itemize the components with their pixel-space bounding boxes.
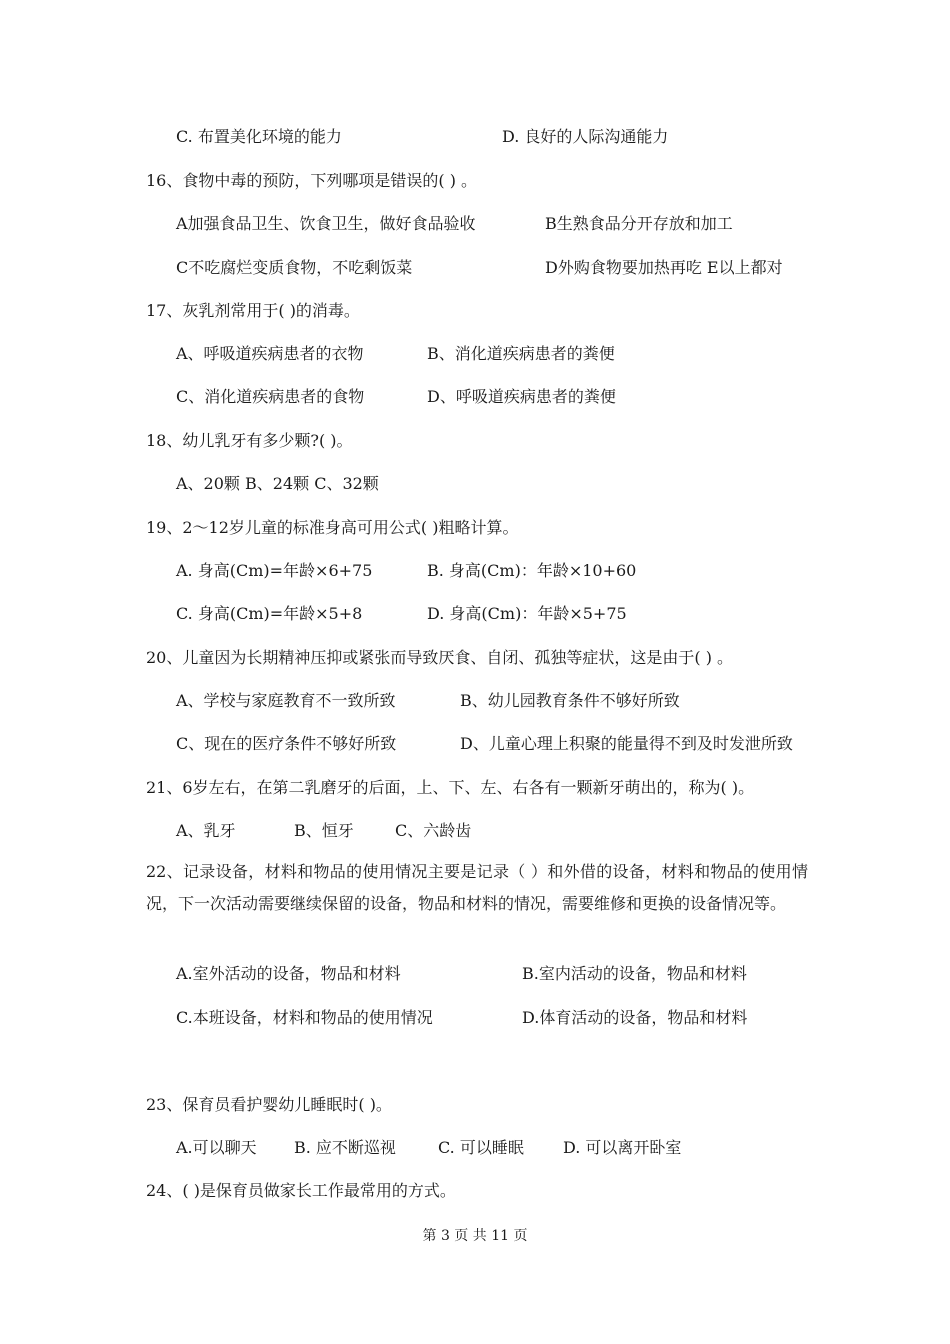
- q22-option-b: B.室内活动的设备，物品和材料: [522, 964, 747, 983]
- q23-option-b: B. 应不断巡视: [294, 1138, 396, 1157]
- q23-option-a: A.可以聊天: [176, 1138, 257, 1157]
- q22-option-c: C.本班设备，材料和物品的使用情况: [176, 1008, 433, 1027]
- q17-option-b: B、消化道疾病患者的粪便: [427, 344, 615, 363]
- q17-stem: 17、灰乳剂常用于( )的消毒。: [146, 301, 360, 320]
- q23-option-d: D. 可以离开卧室: [563, 1138, 682, 1157]
- q23-stem: 23、保育员看护婴幼儿睡眠时( )。: [146, 1095, 392, 1114]
- q16-stem: 16、食物中毒的预防，下列哪项是错误的( ) 。: [146, 171, 478, 190]
- q15-option-c: C. 布置美化环境的能力: [176, 127, 342, 146]
- q20-stem: 20、儿童因为长期精神压抑或紧张而导致厌食、自闭、孤独等症状，这是由于( ) 。: [146, 648, 734, 667]
- q23-option-c: C. 可以睡眠: [438, 1138, 524, 1157]
- q20-option-c: C、现在的医疗条件不够好所致: [176, 734, 397, 753]
- q21-stem: 21、6岁左右，在第二乳磨牙的后面，上、下、左、右各有一颗新牙萌出的，称为( )。: [146, 778, 755, 797]
- q22-option-a: A.室外活动的设备，物品和材料: [176, 964, 401, 983]
- q15-option-d: D. 良好的人际沟通能力: [502, 127, 669, 146]
- q20-option-a: A、学校与家庭教育不一致所致: [176, 691, 396, 710]
- q20-option-d: D、儿童心理上积聚的能量得不到及时发泄所致: [460, 734, 793, 753]
- q19-option-c: C. 身高(Cm)=年龄×5+8: [176, 604, 363, 623]
- q17-option-a: A、呼吸道疾病患者的衣物: [176, 344, 364, 363]
- q20-option-b: B、幼儿园教育条件不够好所致: [460, 691, 680, 710]
- q16-option-d: D外购食物要加热再吃 E以上都对: [545, 258, 783, 277]
- q17-option-c: C、消化道疾病患者的食物: [176, 387, 365, 406]
- q19-option-a: A. 身高(Cm)=年龄×6+75: [176, 561, 373, 580]
- q18-options: A、20颗 B、24颗 C、32颗: [176, 474, 379, 493]
- q24-stem: 24、( )是保育员做家长工作最常用的方式。: [146, 1181, 456, 1200]
- q18-stem: 18、幼儿乳牙有多少颗?( )。: [146, 431, 353, 450]
- q22-stem: 22、记录设备，材料和物品的使用情况主要是记录（ ）和外借的设备，材料和物品的使用情况，下一次活动需要继续保留的设备，物品和材料的情况，需要维修和更换的设备情况等。: [146, 862, 808, 913]
- q16-option-a: A加强食品卫生、饮食卫生，做好食品验收: [176, 214, 476, 233]
- q19-option-b: B. 身高(Cm)：年龄×10+60: [427, 561, 637, 580]
- q21-option-a: A、乳牙: [176, 821, 236, 840]
- q22-option-d: D.体育活动的设备，物品和材料: [522, 1008, 748, 1027]
- q21-option-c: C、六龄齿: [395, 821, 472, 840]
- q16-option-c: C不吃腐烂变质食物，不吃剩饭菜: [176, 258, 413, 277]
- q19-stem: 19、2～12岁儿童的标准身高可用公式( )粗略计算。: [146, 518, 519, 537]
- page-number: 第 3 页 共 11 页: [422, 1228, 528, 1244]
- q19-option-d: D. 身高(Cm)：年龄×5+75: [427, 604, 627, 623]
- q21-option-b: B、恒牙: [294, 821, 354, 840]
- q17-option-d: D、呼吸道疾病患者的粪便: [427, 387, 616, 406]
- q16-option-b: B生熟食品分开存放和加工: [545, 214, 733, 233]
